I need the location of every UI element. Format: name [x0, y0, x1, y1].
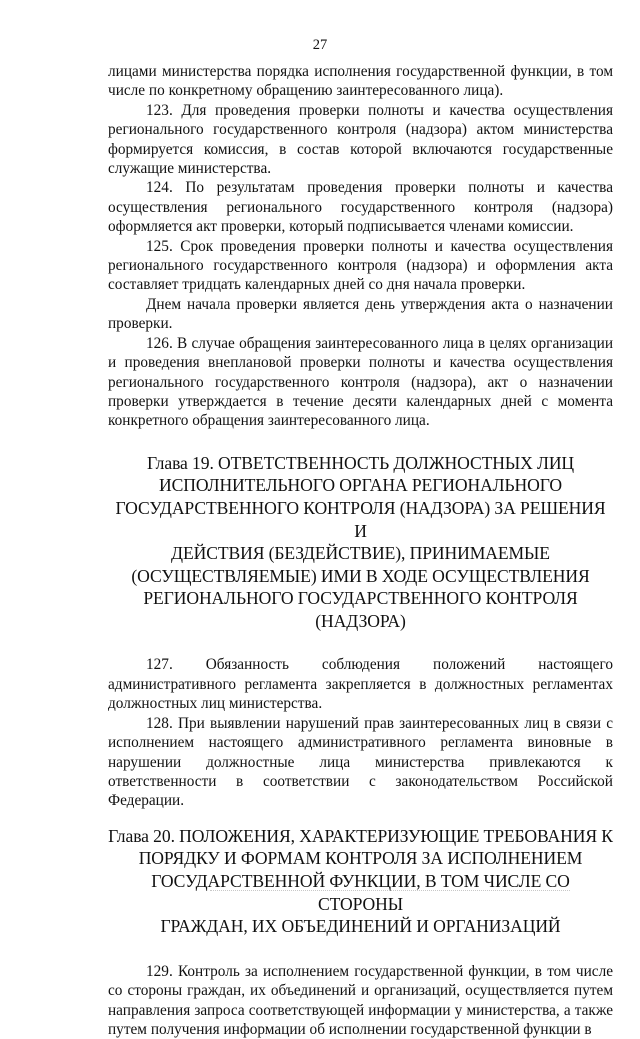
chapter-20-line-3: ГОСУДАРСТВЕННОЙ ФУНКЦИИ, В ТОМ ЧИСЛЕ СО СТОРОНЫ — [151, 870, 570, 914]
chapter-20-line-4: ГРАЖДАН, ИХ ОБЪЕДИНЕНИЙ И ОРГАНИЗАЦИЙ — [160, 916, 561, 937]
paragraph-125-start-date: Днем начала проверки является день утверждения акта о назначении проверки. — [108, 295, 613, 333]
paragraph-123: 123. Для проведения проверки полноты и качества осуществления регионального государственного контроля (надзора) актом министерства формируется комиссия, в состав которой включаются государственные служащие министерства. — [108, 101, 613, 178]
scan-footer-mark — [210, 890, 570, 892]
chapter-20-heading — [108, 825, 613, 938]
paragraph-continuation: лицами министерства порядка исполнения государственной функции, в том числе по конкретному обращению заинтересованного лица). — [108, 63, 613, 100]
paragraph-126: 126. В случае обращения заинтересованного лица в целях организации и проведения внеплановой проверки полноты и качества осуществления регионального государственного контроля (надзора), акт о назначении проверки утверждается в течение десяти календарных дней с момента конкретного обращения заинтересованного лица. — [108, 334, 613, 430]
chapter-19-heading — [108, 452, 613, 633]
chapter-19-line-6: РЕГИОНАЛЬНОГО ГОСУДАРСТВЕННОГО КОНТРОЛЯ (НАДЗОРА) — [143, 588, 578, 631]
paragraph-129: 129. Контроль за исполнением государственной функции, в том числе со стороны граждан, их объединений и организаций, осуществляется путем направления запроса соответствующей информации у министерства, а также путем получения информации об исполнении государственной функции в — [108, 962, 613, 1038]
paragraph-127: 127. Обязанность соблюдения положений настоящего административного регламента закрепляется в должностных регламентах должностных лиц министерства. — [108, 656, 613, 713]
chapter-19-line-1: Глава 19. ОТВЕТСТВЕННОСТЬ ДОЛЖНОСТНЫХ ЛИЦ — [146, 452, 575, 473]
page-number: 27 — [312, 37, 328, 53]
paragraph-128: 128. При выявлении нарушений прав заинтересованных лиц в связи с исполнением настоящего административного регламента виновные в нарушении должностные лица министерства привлекаются к ответственности в соответствии с законодательством Российской Федерации. — [108, 714, 613, 810]
chapter-19-line-4: ДЕЙСТВИЯ (БЕЗДЕЙСТВИЕ), ПРИНИМАЕМЫЕ — [171, 543, 550, 564]
chapter-19-line-3: ГОСУДАРСТВЕННОГО КОНТРОЛЯ (НАДЗОРА) ЗА РЕШЕНИЯ И — [115, 497, 606, 541]
chapter-19-line-2: ИСПОЛНИТЕЛЬНОГО ОРГАНА РЕГИОНАЛЬНОГО — [159, 475, 562, 496]
paragraph-124: 124. По результатам проведения проверки полноты и качества осуществления регионального государственного контроля (надзора) оформляется акт проверки, который подписывается членами комиссии. — [108, 179, 613, 236]
chapter-20-line-2: ПОРЯДКУ И ФОРМАМ КОНТРОЛЯ ЗА ИСПОЛНЕНИЕМ — [138, 848, 583, 869]
paragraph-125: 125. Срок проведения проверки полноты и качества осуществления регионального государственного контроля (надзора) и оформления акта составляет тридцать календарных дней со дня начала проверки. — [108, 237, 613, 294]
chapter-19-line-5: (ОСУЩЕСТВЛЯЕМЫЕ) ИМИ В ХОДЕ ОСУЩЕСТВЛЕНИЯ — [131, 565, 590, 586]
chapter-20-line-1: Глава 20. ПОЛОЖЕНИЯ, ХАРАКТЕРИЗУЮЩИЕ ТРЕБОВАНИЯ К — [108, 825, 613, 846]
document-body — [108, 62, 613, 1039]
